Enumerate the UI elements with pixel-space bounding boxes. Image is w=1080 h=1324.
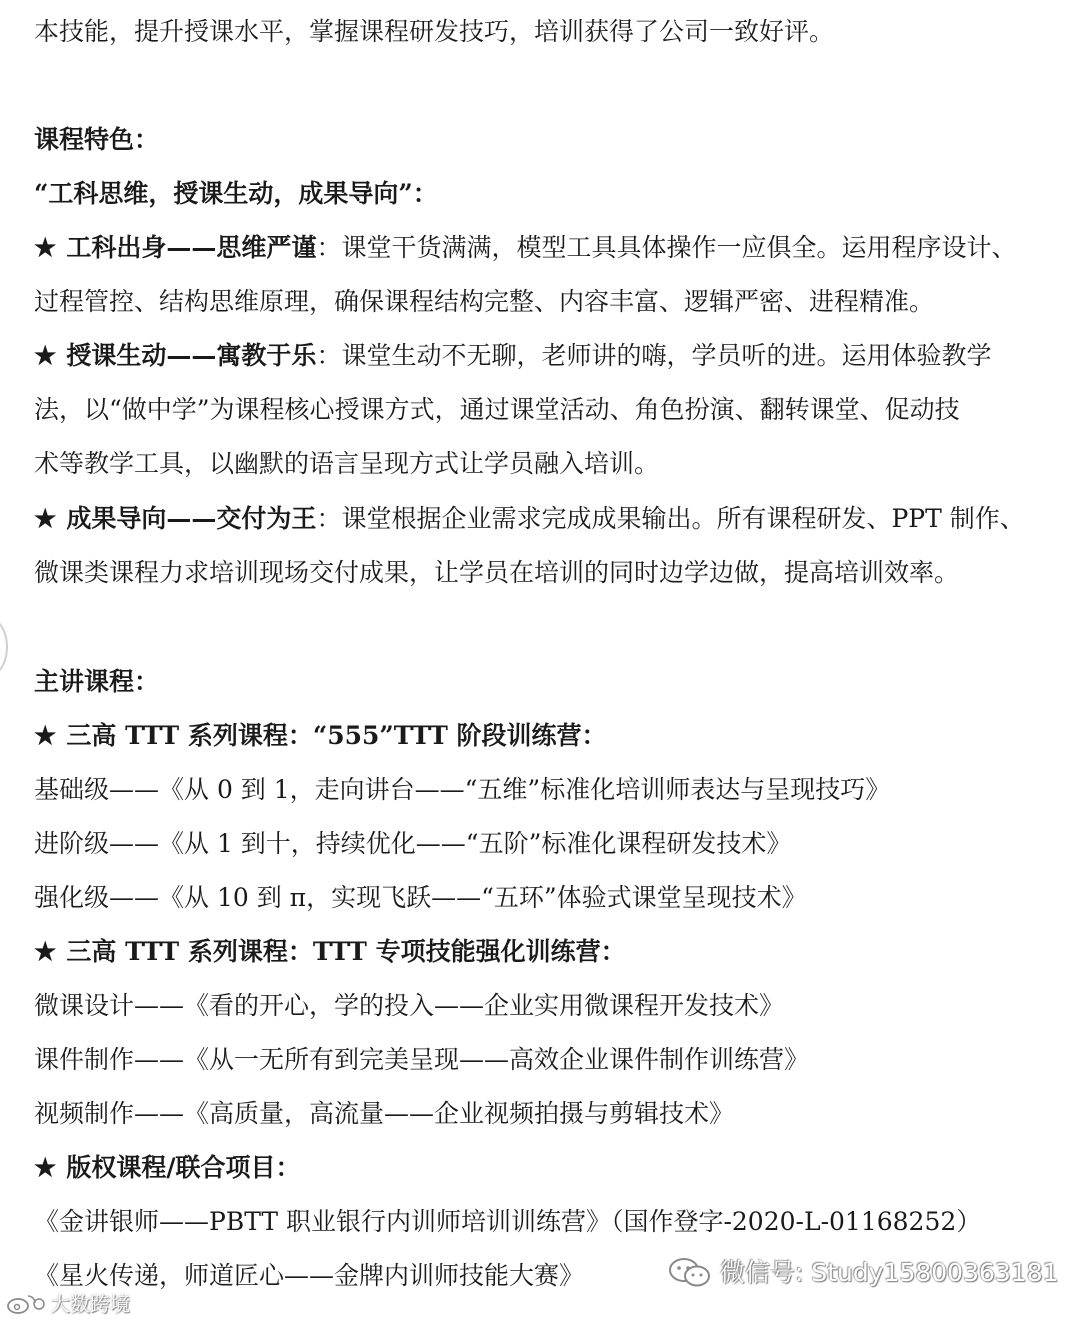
course-group-2-title-text: 三高 TTT 系列课程：TTT 专项技能强化训练营： [66, 937, 626, 966]
weibo-icon [6, 1292, 46, 1316]
feature-item-1-text: ：课堂干货满满，模型工具具体操作一应俱全。运用程序设计、 [316, 233, 1017, 262]
wechat-icon [668, 1257, 712, 1289]
feature-item-2-text: ：课堂生动不无聊，老师讲的嗨，学员听的进。运用体验教学 [316, 341, 992, 370]
star-icon: ★ [34, 233, 57, 262]
course-line: 强化级——《从 10 到 π，实现飞跃——“五环”体验式课堂呈现技术》 [34, 883, 807, 912]
feature-item-3-text: ：课堂根据企业需求完成成果输出。所有课程研发、PPT 制作、 [316, 504, 1025, 533]
course-line: 《星火传递，师道匠心——金牌内训师技能大赛》 [34, 1261, 585, 1290]
feature-item-1-line-2: 过程管控、结构思维原理，确保课程结构完整、内容丰富、逻辑严密、进程精准。 [34, 287, 935, 316]
intro-text: 本技能，提升授课水平，掌握课程研发技巧，培训获得了公司一致好评。 [34, 17, 835, 46]
star-icon: ★ [34, 937, 57, 966]
feature-item-1-line-1 [34, 233, 1016, 263]
feature-item-3-line-2: 微课类课程力求培训现场交付成果，让学员在培训的同时边学边做，提高培训效率。 [34, 558, 960, 587]
star-icon: ★ [34, 504, 57, 533]
star-icon: ★ [34, 341, 57, 370]
course-group-3-title [34, 1153, 301, 1183]
course-line: 《金讲银师——PBTT 职业银行内训师培训训练营》（国作登字-2020-L-01168252） [34, 1207, 982, 1236]
feature-item-2-line-1 [34, 341, 991, 371]
course-group-2-title [34, 937, 626, 967]
edge-arc-decoration [0, 618, 8, 676]
features-heading: 课程特色： [34, 125, 160, 154]
course-line: 进阶级——《从 1 到十，持续优化——“五阶”标准化课程研发技术》 [34, 829, 792, 858]
course-line: 课件制作——《从一无所有到完美呈现——高效企业课件制作训练营》 [34, 1045, 810, 1074]
feature-item-1-title: 工科出身——思维严谨 [66, 233, 317, 262]
wechat-watermark [668, 1256, 1059, 1290]
courses-heading: 主讲课程： [34, 667, 160, 696]
course-line: 基础级——《从 0 到 1，走向讲台——“五维”标准化培训师表达与呈现技巧》 [34, 775, 891, 804]
course-line: 微课设计——《看的开心，学的投入——企业实用微课程开发技术》 [34, 991, 785, 1020]
feature-item-2-line-2: 法，以“做中学”为课程核心授课方式，通过课堂活动、角色扮演、翻转课堂、促动技 [34, 395, 960, 424]
features-slogan: “工科思维，授课生动，成果导向”： [34, 179, 438, 208]
course-group-1-title [34, 721, 607, 751]
feature-item-2-line-3: 术等教学工具，以幽默的语言呈现方式让学员融入培训。 [34, 449, 660, 478]
feature-item-3-title: 成果导向——交付为王 [66, 504, 317, 533]
course-line: 视频制作——《高质量，高流量——企业视频拍摄与剪辑技术》 [34, 1099, 735, 1128]
weibo-watermark [6, 1290, 130, 1318]
star-icon: ★ [34, 721, 57, 750]
star-icon: ★ [34, 1153, 57, 1182]
weibo-text: 大数跨境 [50, 1292, 130, 1316]
wechat-id-text: 微信号: Study15800363181 [720, 1258, 1059, 1287]
course-group-3-title-text: 版权课程/联合项目： [66, 1153, 301, 1182]
course-group-1-title-text: 三高 TTT 系列课程：“555”TTT 阶段训练营： [66, 721, 607, 750]
feature-item-3-line-1 [34, 504, 1025, 534]
feature-item-2-title: 授课生动——寓教于乐 [66, 341, 317, 370]
